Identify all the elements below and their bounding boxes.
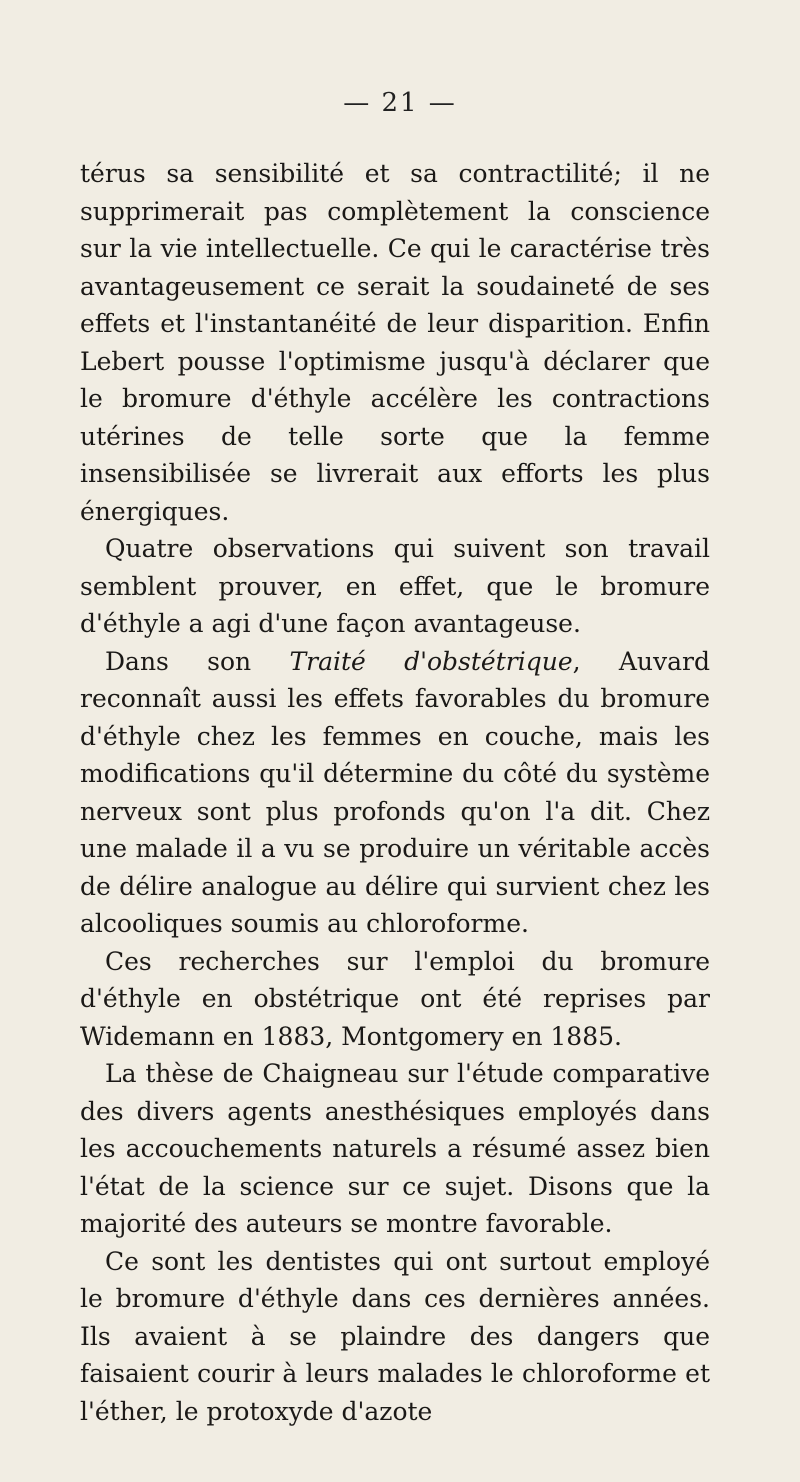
body-text [80,155,710,1430]
paragraph-auvard-before: Dans son [105,646,290,676]
paragraph-auvard-after: , Auvard reconnaît aussi les effets favorables du bromure d'éthyle chez les femmes en couche, mais les modifications qu'il détermine du côté du système nerveux sont plus profonds qu'on l'a dit. Chez une malade il a vu se produire un véritable accès de délire analogue au délire qui survient chez les alcooliques soumis au chloroforme. [80,646,710,938]
paragraph-continuation: térus sa sensibilité et sa contractilité; il ne supprimerait pas complètement la conscience sur la vie intellectuelle. Ce qui le caractérise très avantageusement ce serait la soudaineté de ses effets et l'instantanéité de leur disparition. Enfin Lebert pousse l'optimisme jusqu'à déclarer que le bromure d'éthyle accélère les contractions utérines de telle sorte que la femme insensibilisée se livrerait aux efforts les plus énergiques. [80,159,710,526]
book-title: Traité d'obstétrique [289,646,573,676]
paragraph-recherches: Ces recherches sur l'emploi du bromure d'éthyle en obstétrique ont été reprises par Widemann en 1883, Montgomery en 1885. [80,946,710,1051]
paragraph-auvard [80,643,710,943]
page-number: — 21 — [343,88,457,118]
paragraph-observations: Quatre observations qui suivent son travail semblent prouver, en effet, que le bromure d'éthyle a agi d'une façon avantageuse. [80,534,710,638]
paragraph-dentistes: Ce sont les dentistes qui ont surtout employé le bromure d'éthyle dans ces dernières années. Ils avaient à se plaindre des dangers que faisaient courir à leurs malades le chloroforme et l'éther, le protoxyde d'azote [80,1246,710,1426]
paragraph-chaigneau: La thèse de Chaigneau sur l'étude comparative des divers agents anesthésiques employés dans les accouchements naturels a résumé assez bien l'état de la science sur ce sujet. Disons que la majorité des auteurs se montre favorable. [80,1059,710,1238]
